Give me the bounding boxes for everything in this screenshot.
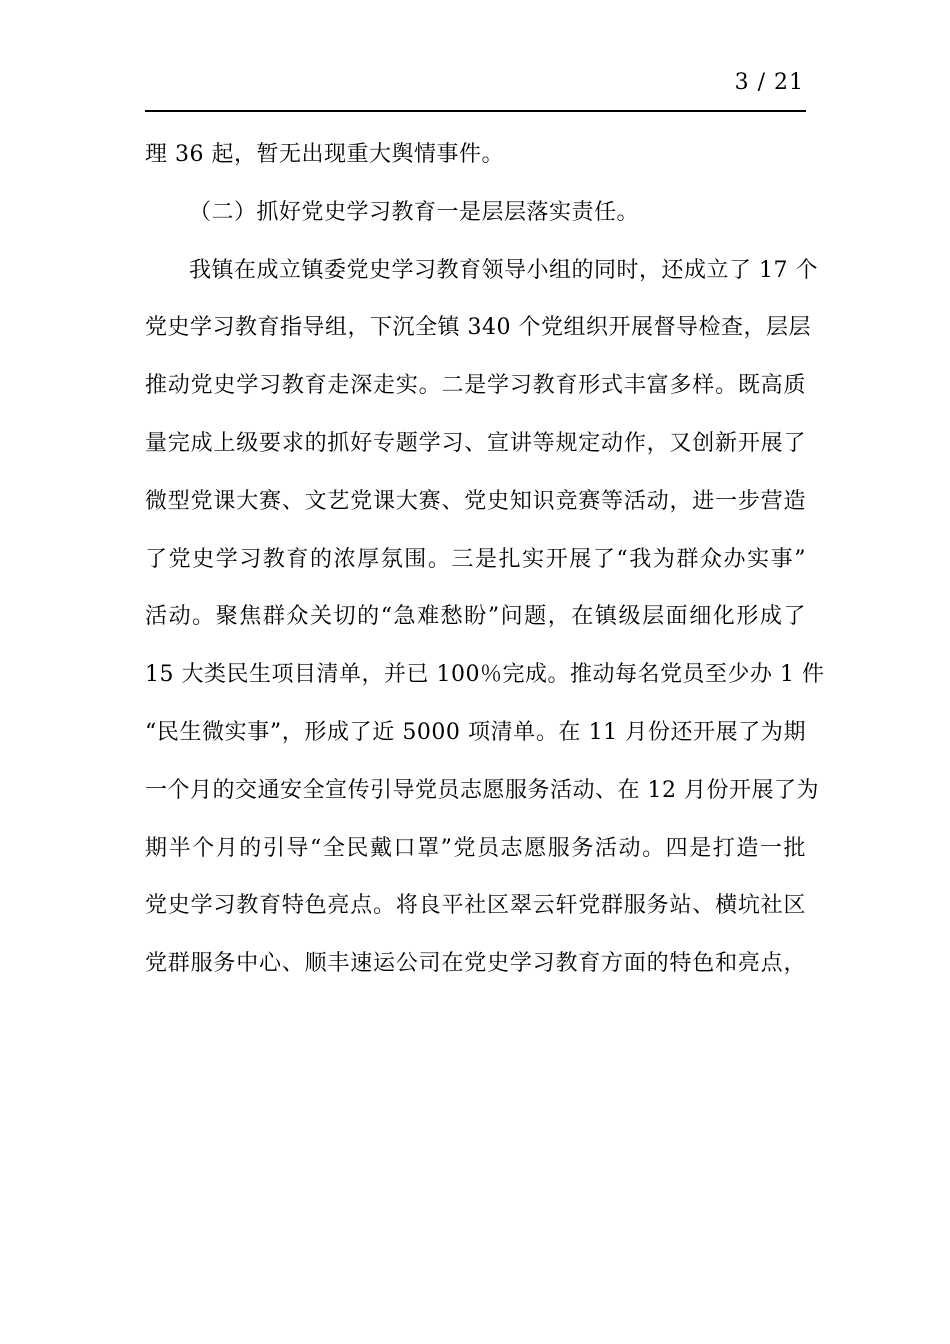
paragraph-line: 了党史学习教育的浓厚氛围。三是扎实开展了“我为群众办实事” — [145, 546, 806, 572]
document-body — [145, 126, 825, 993]
paragraph-line: 一个月的交通安全宣传引导党员志愿服务活动、在 12 月份开展了为 — [145, 777, 819, 803]
paragraph-line: 量完成上级要求的抓好专题学习、宣讲等规定动作，又创新开展了 — [145, 430, 806, 456]
paragraph-line: 党史学习教育特色亮点。将良平社区翠云轩党群服务站、横坑社区 — [145, 893, 806, 919]
paragraph-line: 推动党史学习教育走深走实。二是学习教育形式丰富多样。既高质 — [145, 373, 806, 399]
paragraph-line: 党史学习教育指导组，下沉全镇 340 个党组织开展督导检查，层层 — [145, 315, 811, 341]
paragraph-line: “民生微实事”，形成了近 5000 项清单。在 11 月份还开展了为期 — [145, 719, 806, 745]
header-divider — [145, 110, 806, 112]
paragraph-line: 我镇在成立镇委党史学习教育领导小组的同时，还成立了 17 个 — [189, 257, 818, 283]
paragraph-line: 活动。聚焦群众关切的“急难愁盼”问题，在镇级层面细化形成了 — [145, 604, 806, 630]
paragraph-line: 党群服务中心、顺丰速运公司在党史学习教育方面的特色和亮点， — [145, 951, 806, 977]
paragraph-line: 15 大类民生项目清单，并已 100％完成。推动每名党员至少办 1 件 — [145, 662, 825, 688]
paragraph-line: 微型党课大赛、文艺党课大赛、党史知识竞赛等活动，进一步营造 — [145, 488, 806, 514]
paragraph-line: 期半个月的引导“全民戴口罩”党员志愿服务活动。四是打造一批 — [145, 835, 806, 861]
section-heading: （二）抓好党史学习教育一是层层落实责任。 — [189, 199, 640, 225]
paragraph-line: 理 36 起，暂无出现重大舆情事件。 — [145, 142, 504, 167]
page-number: 3 / 21 — [734, 70, 804, 95]
